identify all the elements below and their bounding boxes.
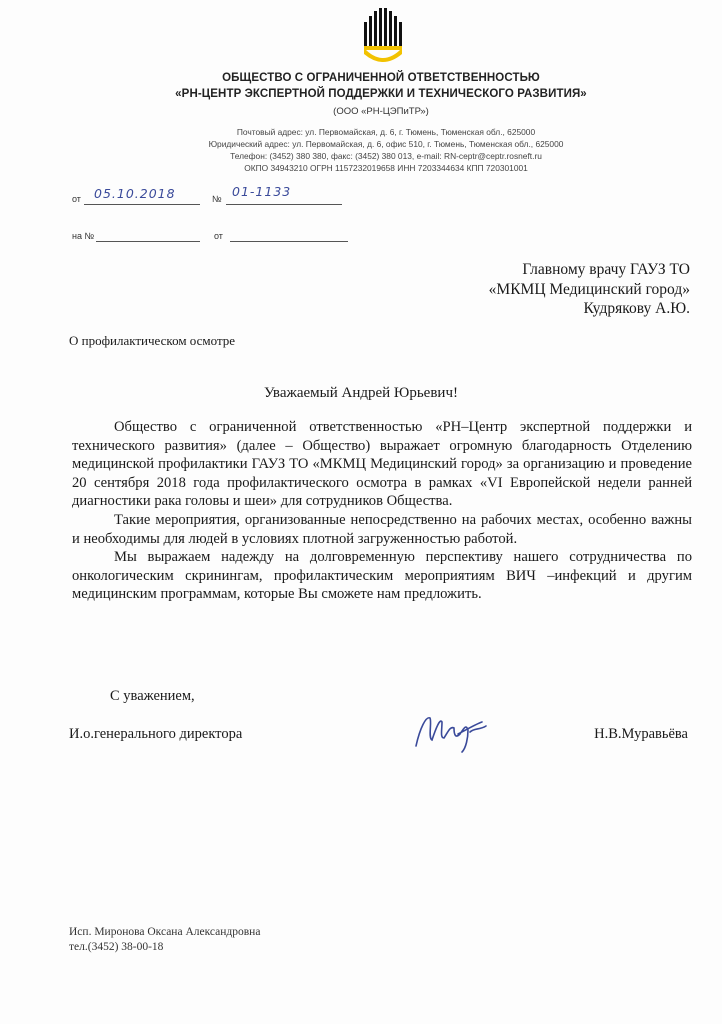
executor-name: Исп. Миронова Оксана Александровна <box>69 926 261 938</box>
legal-address: Юридический адрес: ул. Первомайская, д. 6, офис 510, г. Тюмень, Тюменская обл., 625000 <box>208 139 564 149</box>
number-line <box>226 204 342 205</box>
addressee-organization: «МКМЦ Медицинский город» <box>488 280 690 298</box>
registration-codes: ОКПО 34943210 ОГРН 1157232019658 ИНН 7203344634 КПП 720301001 <box>244 163 528 173</box>
addressee-name: Кудрякову А.Ю. <box>583 300 690 317</box>
handwritten-signature <box>410 708 496 756</box>
reply-number-label: на № <box>72 231 95 241</box>
executor-phone: тел.(3452) 38-00-18 <box>69 941 164 953</box>
body-paragraph-2: Такие мероприятия, организованные непосредственно на рабочих местах, особенно важны и необходимы для людей в условиях плотной загруженностью работой. <box>72 511 692 547</box>
date-line <box>84 204 200 205</box>
closing-regards: С уважением, <box>110 688 195 704</box>
executor-block <box>69 925 260 955</box>
reply-date-line <box>230 241 348 242</box>
letter-body <box>72 418 692 604</box>
addressee-position: Главному врачу ГАУЗ ТО <box>522 261 690 278</box>
date-label: от <box>72 194 81 204</box>
org-short-name: (ООО «РН-ЦЭПиТР») <box>333 106 429 117</box>
signatory-name: Н.В.Муравьёва <box>594 726 688 742</box>
salutation: Уважаемый Андрей Юрьевич! <box>264 385 458 401</box>
letter-subject: О профилактическом осмотре <box>69 333 236 348</box>
number-handwritten: 01-1133 <box>232 184 292 199</box>
body-paragraph-1: Общество с ограниченной ответственностью «РН–Центр экспертной поддержки и технического развития» (далее – Общество) выражает огромную благодарность Отделению медицинской профилактики ГАУЗ ТО «МКМЦ Медицинский город» за организацию и проведение 20 сентября 2018 года профилактического осмотра в рамках «VI Европейской недели ранней диагностики рака головы и шеи» для сотрудников Общества. <box>72 419 692 510</box>
number-label: № <box>212 194 222 204</box>
reply-date-label: от <box>214 231 223 241</box>
postal-address: Почтовый адрес: ул. Первомайская, д. 6, г. Тюмень, Тюменская обл., 625000 <box>236 127 536 137</box>
company-logo <box>362 8 404 64</box>
body-paragraph-3: Мы выражаем надежду на долговременную перспективу нашего сотрудничества по онкологическим скринингам, профилактическим мероприятиям ВИЧ –инфекций и другим медицинским программам, которые Вы сможете нам предложить. <box>72 549 692 603</box>
org-name-line1: ОБЩЕСТВО С ОГРАНИЧЕННОЙ ОТВЕТСТВЕННОСТЬЮ <box>222 72 540 84</box>
date-handwritten: 05.10.2018 <box>94 186 176 201</box>
org-name-line2: «РН-ЦЕНТР ЭКСПЕРТНОЙ ПОДДЕРЖКИ И ТЕХНИЧЕСКОГО РАЗВИТИЯ» <box>175 88 587 100</box>
reply-number-line <box>96 241 200 242</box>
contact-info: Телефон: (3452) 380 380, факс: (3452) 380 013, e-mail: RN-ceptr@ceptr.rosneft.ru <box>230 151 542 161</box>
addressee-block <box>489 260 690 319</box>
signatory-title: И.о.генерального директора <box>69 726 243 742</box>
